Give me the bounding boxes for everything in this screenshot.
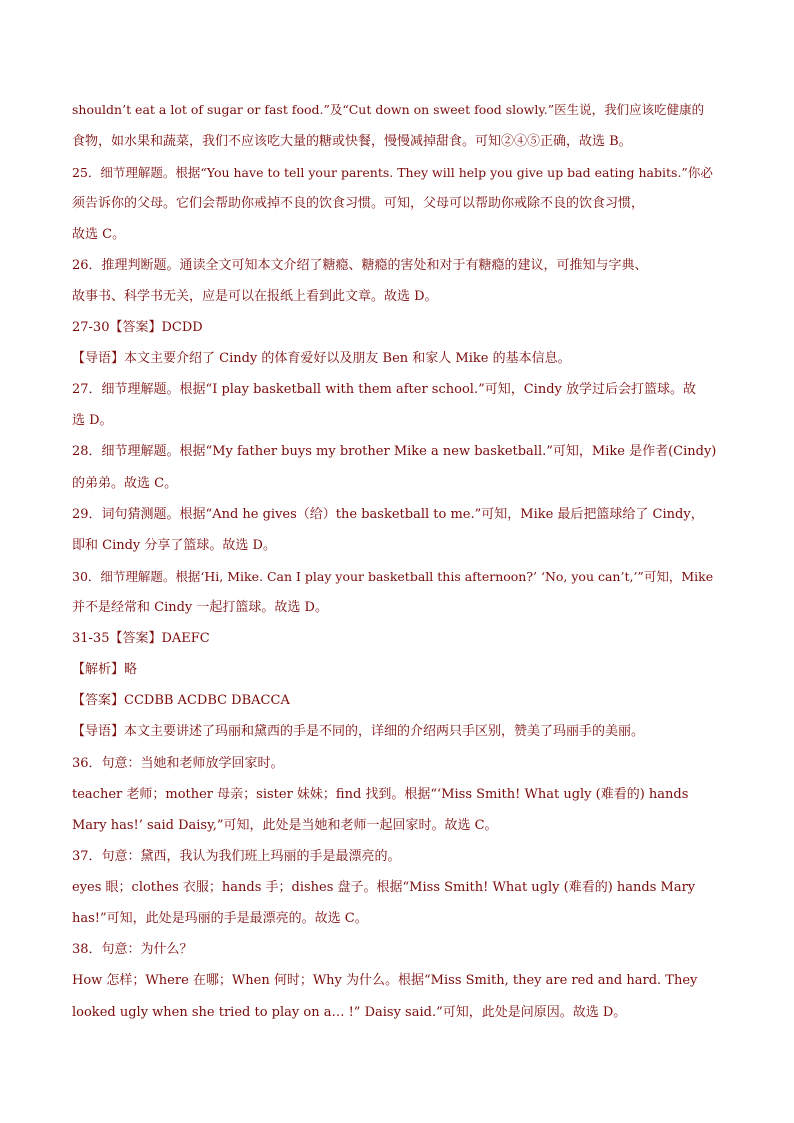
text-line: Mary has!’ said Daisy,”可知，此处是当她和老师一起回家时。故选 C。 — [72, 818, 498, 833]
text-line: 的弟弟。故选 C。 — [72, 476, 178, 491]
text-line: 31-35【答案】DAEFC — [72, 631, 210, 646]
text-line: 【导语】本文主要讲述了玛丽和黛西的手是不同的，详细的介绍两只手区别，赞美了玛丽手的美丽。 — [72, 724, 645, 739]
text-line: 【导语】本文主要介绍了 Cindy 的体育爱好以及朋友 Ben 和家人 Mike 的基本信息。 — [72, 351, 571, 366]
text-line: shouldn’t eat a lot of sugar or fast food.”及“Cut down on sweet food slowly.”医生说，我们应该吃健康的 — [72, 102, 705, 117]
text-line: 26．推理判断题。通读全文可知本文介绍了糖瘾、糖瘾的害处和对于有糖瘾的建议，可推知与字典、 — [72, 258, 648, 273]
text-line: 须告诉你的父母。它们会帮助你戒掉不良的饮食习惯。可知，父母可以帮助你戒除不良的饮食习惯， — [72, 196, 645, 211]
text-line: has!”可知，此处是玛丽的手是最漂亮的。故选 C。 — [72, 911, 368, 926]
text-line: 37．句意：黛西，我认为我们班上玛丽的手是最漂亮的。 — [72, 849, 401, 864]
text-line: 并不是经常和 Cindy 一起打篮球。故选 D。 — [72, 600, 328, 615]
text-line: 38．句意：为什么？ — [72, 942, 193, 957]
text-line: eyes 眼；clothes 衣服；hands 手；dishes 盘子。根据“Miss Smith! What ugly (难看的) hands Mary — [72, 880, 696, 895]
text-line: 食物，如水果和蔬菜，我们不应该吃大量的糖或快餐，慢慢减掉甜食。可知②④⑤正确，故选 B。 — [72, 134, 632, 149]
text-line: 36．句意：当她和老师放学回家时。 — [72, 756, 284, 771]
text-line: teacher 老师；mother 母亲；sister 妹妹；find 找到。根据“‘Miss Smith! What ugly (难看的) hands — [72, 787, 689, 802]
text-line: 27．细节理解题。根据“I play basketball with them after school.”可知，Cindy 放学过后会打篮球。故 — [72, 382, 697, 397]
text-line: 故事书、科学书无关，应是可以在报纸上看到此文章。故选 D。 — [72, 289, 438, 304]
text-line: looked ugly when she tried to play on a… !” Daisy said.”可知，此处是问原因。故选 D。 — [72, 1005, 627, 1020]
text-line: 【解析】略 — [72, 662, 138, 677]
text-line: 30．细节理解题。根据‘Hi, Mike. Can I play your basketball this afternoon?’ ‘No, you can’t,’”可知，Mike — [72, 569, 714, 584]
text-line: 选 D。 — [72, 413, 113, 428]
text-line: 【答案】CCDBB ACDBC DBACCA — [72, 693, 290, 708]
text-line: How 怎样；Where 在哪；When 何时；Why 为什么。根据“Miss Smith, they are red and hard. They — [72, 973, 698, 988]
text-line: 28．细节理解题。根据“My father buys my brother Mike a new basketball.”可知，Mike 是作者(Cindy) — [72, 444, 717, 459]
text-line: 29．词句猜测题。根据“And he gives（给）the basketball to me.”可知，Mike 最后把篮球给了 Cindy， — [72, 507, 704, 522]
text-line: 25．细节理解题。根据“You have to tell your parents. They will help you give up bad eating habits.”你必 — [72, 165, 713, 180]
text-line: 即和 Cindy 分享了篮球。故选 D。 — [72, 538, 276, 553]
text-line: 故选 C。 — [72, 227, 126, 242]
text-line: 27-30【答案】DCDD — [72, 320, 203, 335]
